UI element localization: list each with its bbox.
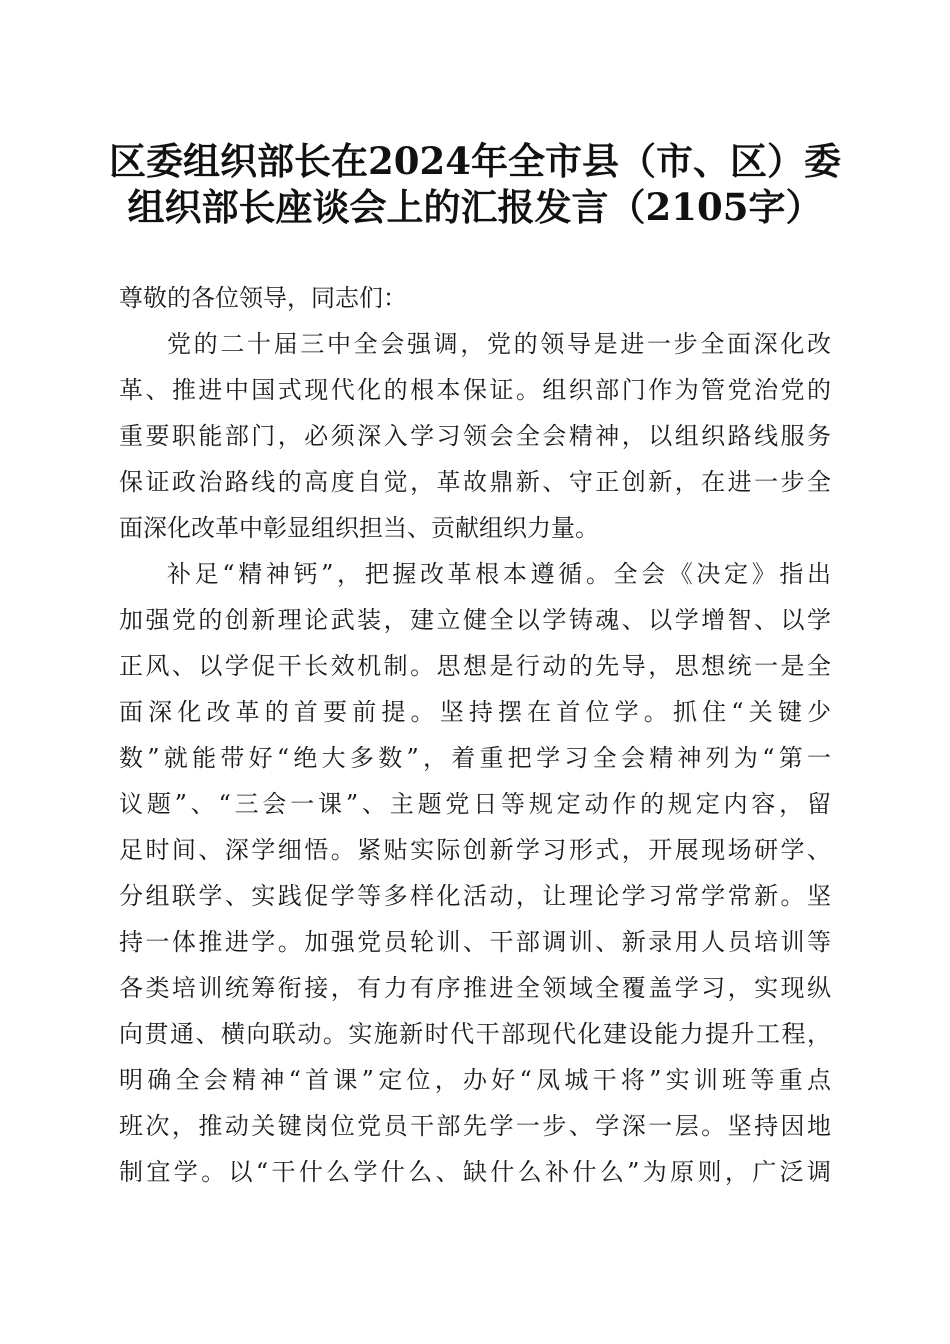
title-line-2: 组织部长座谈会上的汇报发言（2105字）: [127, 185, 823, 229]
paragraph-line: 制宜学。以“干什么学什么、缺什么补什么”为原则，广泛调: [119, 1158, 831, 1186]
document-body: [119, 275, 831, 1195]
paragraph-line: 足时间、深学细悟。紧贴实际创新学习形式，开展现场研学、: [119, 836, 831, 864]
paragraph-line: 保证政治路线的高度自觉，革故鼎新、守正创新，在进一步全: [119, 468, 831, 496]
paragraph-line: 议题”、“三会一课”、主题党日等规定动作的规定内容，留: [119, 790, 831, 818]
paragraph-line: 面深化改革的首要前提。坚持摆在首位学。抓住“关键少: [119, 698, 831, 726]
paragraph-line: 加强党的创新理论武装，建立健全以学铸魂、以学增智、以学: [119, 606, 831, 634]
paragraph-line: 班次，推动关键岗位党员干部先学一步、学深一层。坚持因地: [119, 1112, 831, 1140]
paragraph-line: 正风、以学促干长效机制。思想是行动的先导，思想统一是全: [119, 652, 831, 680]
paragraph-line: 重要职能部门，必须深入学习领会全会精神，以组织路线服务: [119, 422, 831, 450]
paragraph-line: 党的二十届三中全会强调，党的领导是进一步全面深化改: [167, 330, 831, 358]
paragraph-line: 面深化改革中彰显组织担当、贡献组织力量。: [119, 514, 599, 542]
paragraph-line: 补足“精神钙”，把握改革根本遵循。全会《决定》指出: [167, 560, 831, 588]
salutation: 尊敬的各位领导，同志们：: [119, 284, 407, 312]
paragraph-1: [119, 321, 831, 551]
document-title: [80, 138, 870, 230]
title-line-1: 区委组织部长在2024年全市县（市、区）委: [109, 139, 841, 183]
paragraph-2: [119, 551, 831, 1195]
paragraph-line: 向贯通、横向联动。实施新时代干部现代化建设能力提升工程，: [119, 1020, 831, 1048]
paragraph-line: 分组联学、实践促学等多样化活动，让理论学习常学常新。坚: [119, 882, 831, 910]
paragraph-line: 持一体推进学。加强党员轮训、干部调训、新录用人员培训等: [119, 928, 831, 956]
paragraph-line: 各类培训统筹衔接，有力有序推进全领域全覆盖学习，实现纵: [119, 974, 831, 1002]
paragraph-line: 明确全会精神“首课”定位，办好“凤城干将”实训班等重点: [119, 1066, 831, 1094]
paragraph-line: 数”就能带好“绝大多数”，着重把学习全会精神列为“第一: [119, 744, 831, 772]
paragraph-line: 革、推进中国式现代化的根本保证。组织部门作为管党治党的: [119, 376, 831, 404]
